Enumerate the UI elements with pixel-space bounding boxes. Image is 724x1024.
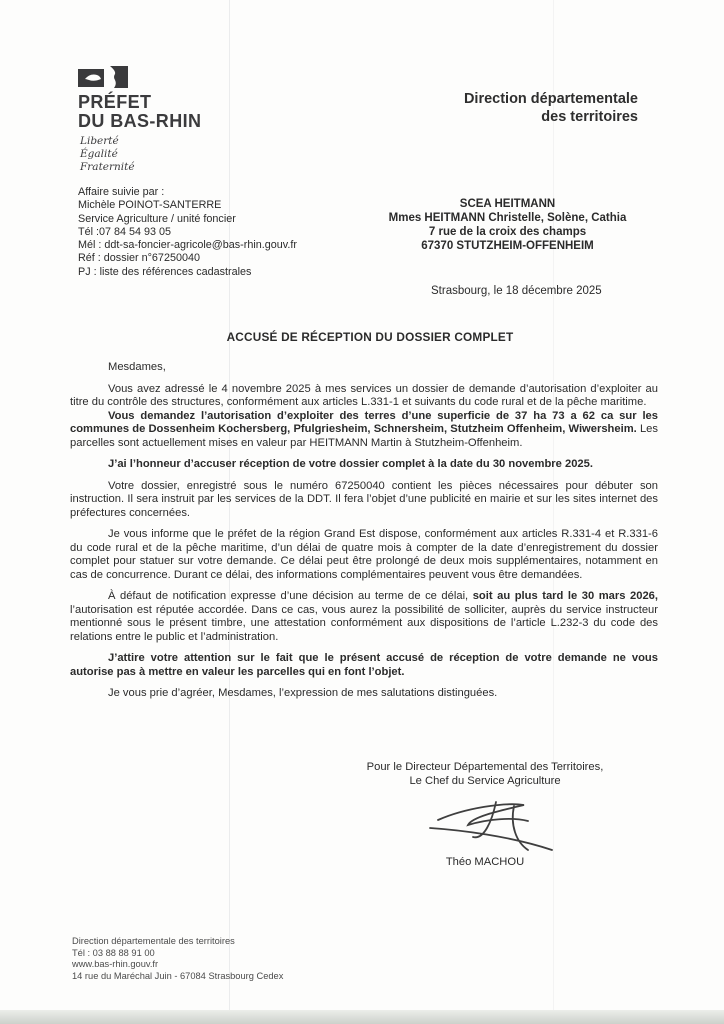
body-text-bold: J’attire votre attention sur le fait que le présent accusé de réception de votre demande ne vous autorise pas à mettre en valeur les parcelles qui en font l’objet. bbox=[70, 652, 658, 678]
body-text: Votre dossier, enregistré sous le numéro 67250040 contient les pièces nécessaires pour débuter son instruction. Il sera instruit par les services de la DDT. Il fera l’objet d’une publicité en mairie et sur les sites internet des préfectures concernées. bbox=[70, 479, 658, 519]
issuing-direction bbox=[464, 90, 638, 126]
letter-body bbox=[70, 361, 658, 709]
recipient-line: SCEA HEITMANN bbox=[459, 198, 556, 210]
reference-line: Service Agriculture / unité foncier bbox=[78, 212, 236, 225]
prefecture-name bbox=[78, 93, 201, 131]
footer-line: Tél : 03 88 88 91 00 bbox=[72, 947, 155, 958]
direction-line1: Direction départementale bbox=[463, 91, 638, 107]
motto-line: Liberté bbox=[80, 135, 119, 147]
motto-line: Égalité bbox=[80, 147, 118, 160]
body-paragraph bbox=[70, 458, 658, 472]
signature-block bbox=[338, 761, 632, 870]
body-text: Mesdames, bbox=[108, 361, 166, 373]
recipient-line: Mmes HEITMANN Christelle, Solène, Cathia bbox=[388, 212, 627, 224]
reference-line: Mél : ddt-sa-foncier-agricole@bas-rhin.gouv.fr bbox=[78, 239, 297, 252]
scan-edge-shadow bbox=[0, 1010, 724, 1024]
body-text: Je vous informe que le préfet de la région Grand Est dispose, conformément aux articles R.331-4 et R.331-6 du code rural et de la pêche maritime, d’un délai de quatre mois à compter de la date d’enregistrement du dossier complet pour statuer sur votre demande. Ce délai peut être prolongé de deux mois supplémentaires, notamment en cas de concurrence. Durant ce délai, des informations complémentaires peuvent vous être demandées. bbox=[70, 528, 658, 581]
reference-line: Réf : dossier n°67250040 bbox=[78, 252, 200, 265]
reference-line: Tél :07 84 54 93 05 bbox=[78, 225, 172, 238]
body-paragraph bbox=[70, 528, 658, 582]
footer-line: Direction départementale des territoires bbox=[72, 936, 235, 946]
body-text: À défaut de notification expresse d’une décision au terme de ce délai, bbox=[108, 590, 473, 602]
case-reference-block bbox=[78, 186, 297, 279]
reference-line: PJ : liste des références cadastrales bbox=[78, 265, 252, 278]
letter-subject-title: ACCUSÉ DE RÉCEPTION DU DOSSIER COMPLET bbox=[226, 330, 514, 344]
body-paragraph bbox=[70, 383, 658, 410]
body-text-bold: soit au plus tard le 30 mars 2026, bbox=[472, 590, 658, 602]
prefecture-name-line1: PRÉFET bbox=[78, 92, 152, 112]
body-text-bold: J’ai l’honneur d’accuser réception de votre dossier complet à la date du 30 novembre 2025. bbox=[108, 458, 593, 470]
letterhead-footer bbox=[72, 936, 283, 982]
body-paragraph bbox=[70, 687, 658, 701]
body-paragraph bbox=[70, 590, 658, 644]
reference-line: Affaire suivie par : bbox=[78, 186, 165, 198]
reference-line: Michèle POINOT-SANTERRE bbox=[78, 199, 222, 212]
place-and-date: Strasbourg, le 18 décembre 2025 bbox=[431, 285, 602, 297]
motto-line: Fraternité bbox=[80, 160, 135, 173]
body-paragraph bbox=[70, 410, 658, 451]
direction-line2: des territoires bbox=[541, 109, 638, 125]
recipient-address-block bbox=[355, 197, 660, 253]
signature-authority-line1: Pour le Directeur Départemental des Territoires, bbox=[366, 761, 604, 773]
recipient-line: 67370 STUTZHEIM-OFFENHEIM bbox=[421, 240, 594, 252]
footer-line: 14 rue du Maréchal Juin - 67084 Strasbourg Cedex bbox=[72, 970, 284, 981]
republic-motto bbox=[80, 135, 135, 173]
body-text: Les parcelles sont actuellement mises en valeur par HEITMANN Martin à Stutzheim-Offenheim. bbox=[70, 423, 658, 449]
body-text: Je vous prie d’agréer, Mesdames, l’expression de mes salutations distinguées. bbox=[108, 687, 498, 699]
signature-authority-line2: Le Chef du Service Agriculture bbox=[409, 774, 561, 787]
body-paragraph bbox=[70, 361, 658, 375]
handwritten-signature-icon bbox=[410, 794, 560, 856]
footer-line: www.bas-rhin.gouv.fr bbox=[72, 959, 159, 970]
body-paragraph bbox=[70, 480, 658, 521]
body-text-bold: Vous demandez l’autorisation d’exploiter des terres d’une superficie de 37 ha 73 a 62 ca sur les communes de Dossenheim Kochersberg, Pfulgriesheim, Schnersheim, Stutzheim Offenheim, Wiwersheim. bbox=[70, 409, 658, 435]
prefecture-name-line2: DU BAS-RHIN bbox=[78, 111, 202, 131]
body-text: l’autorisation est réputée accordée. Dans ce cas, vous aurez la possibilité de solliciter, auprès du service instructeur mentionné sous le présent timbre, une attestation conformément aux dispositions de l’article L.232-3 du code des relations entre le public et l’administration. bbox=[70, 603, 658, 643]
recipient-line: 7 rue de la croix des champs bbox=[428, 226, 587, 238]
body-text: Vous avez adressé le 4 novembre 2025 à mes services un dossier de demande d’autorisation d’exploiter au titre du contrôle des structures, conformément aux articles L.331-1 et suivants du code rural et de la pêche maritime. bbox=[70, 382, 658, 408]
signatory-name: Théo MACHOU bbox=[445, 856, 525, 868]
body-paragraph bbox=[70, 652, 658, 679]
